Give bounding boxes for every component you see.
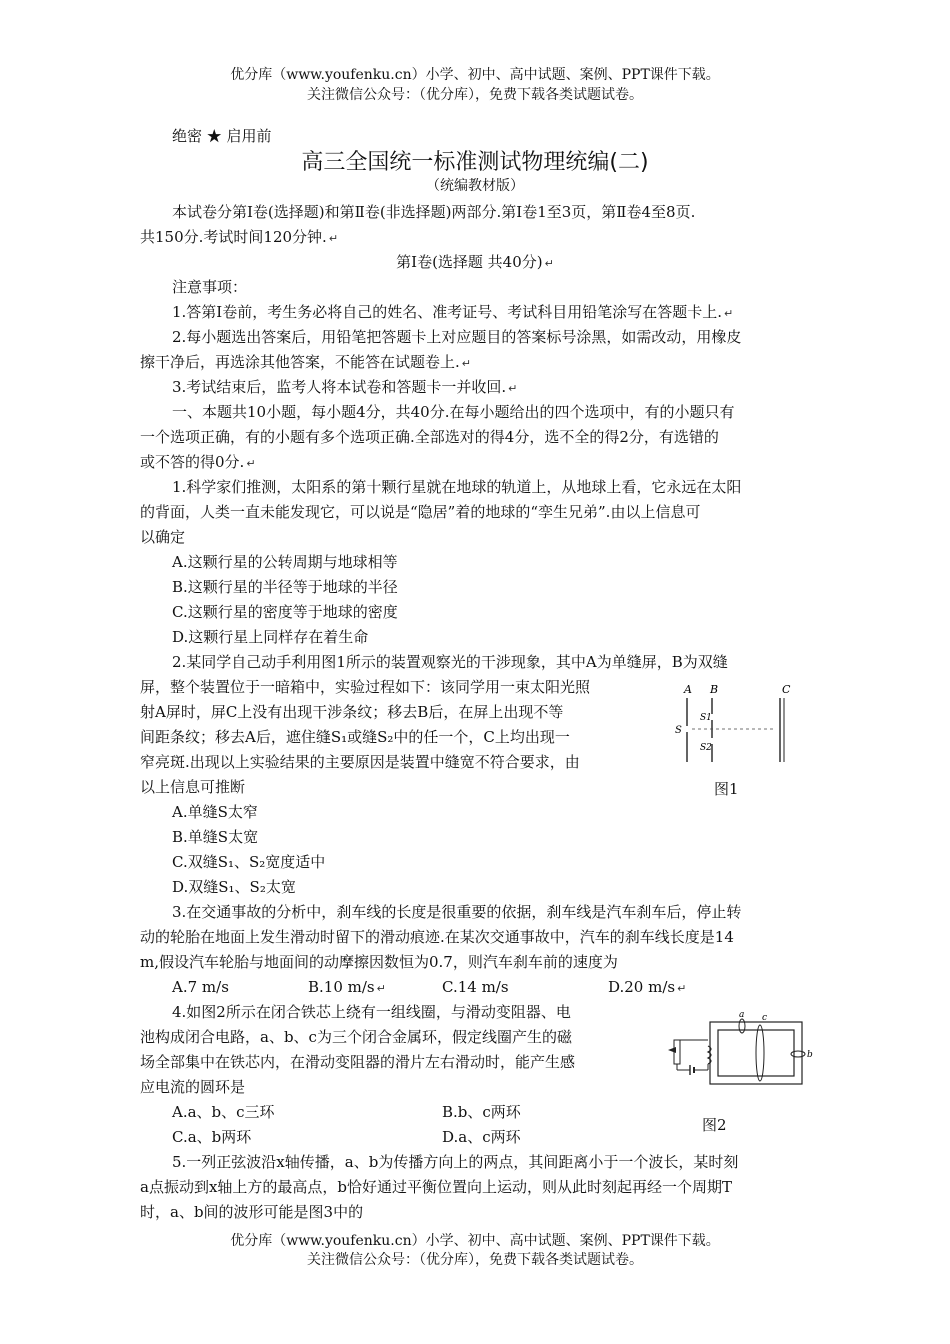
footer-line-1: 优分库（www.youfenku.cn）小学、初中、高中试题、案例、PPT课件下载。 bbox=[230, 1233, 720, 1249]
q2-line-5: 窄亮斑.出现以上实验结果的主要原因是装置中缝宽不符合要求，由 bbox=[140, 753, 580, 771]
note-3: 3.考试结束后，监考人将本试卷和答题卡一并收回. ↵ bbox=[172, 378, 518, 396]
part1-line-1: 一、本题共10小题，每小题4分，共40分.在每小题给出的四个选项中，有的小题只有 bbox=[172, 403, 735, 421]
q4-option-d: D.a、c两环 bbox=[442, 1128, 521, 1146]
intro-line-1: 本试卷分第Ⅰ卷(选择题)和第Ⅱ卷(非选择题)两部分.第Ⅰ卷1至3页，第Ⅱ卷4至8页. bbox=[172, 203, 696, 221]
q4-line-2: 池构成闭合电路，a、b、c为三个闭合金属环，假定线圈产生的磁 bbox=[140, 1028, 572, 1046]
fig2-label-c: c bbox=[762, 1013, 768, 1023]
q1-line-1: 1.科学家们推测，太阳系的第十颗行星就在地球的轨道上，从地球上看，它永远在太阳 bbox=[172, 478, 742, 496]
fig1-label-S1: S1 bbox=[700, 713, 712, 723]
fig1-label-B: B bbox=[710, 683, 719, 696]
confidential-label: 绝密 ★ 启用前 bbox=[172, 127, 272, 145]
part1-line-2: 一个选项正确，有的小题有多个选项正确.全部选对的得4分，选不全的得2分，有选错的 bbox=[140, 428, 719, 446]
q3-option-c: C.14 m/s bbox=[442, 978, 509, 996]
q2-line-3: 射A屏时，屏C上没有出现干涉条纹；移去B后，在屏上出现不等 bbox=[140, 703, 564, 721]
part1-line-3: 或不答的得0分. ↵ bbox=[140, 453, 256, 471]
q1-line-3: 以确定 bbox=[140, 528, 186, 546]
note-1: 1.答第Ⅰ卷前，考生务必将自己的姓名、准考证号、考试科目用铅笔涂写在答题卡上. ↵ bbox=[172, 303, 734, 321]
page-title: 高三全国统一标准测试物理统编(二) bbox=[301, 150, 649, 175]
header-line-1: 优分库（www.youfenku.cn）小学、初中、高中试题、案例、PPT课件下载。 bbox=[230, 67, 720, 83]
fig1-label-S: S bbox=[675, 725, 682, 736]
q3-option-d: D.20 m/s ↵ bbox=[608, 978, 687, 996]
q3-option-a: A.7 m/s bbox=[172, 978, 229, 996]
q1-option-b: B.这颗行星的半径等于地球的半径 bbox=[172, 578, 398, 596]
q2-option-c: C.双缝S₁、S₂宽度适中 bbox=[172, 853, 326, 871]
notes-heading: 注意事项： bbox=[172, 278, 248, 296]
q5-line-2: a点振动到x轴上方的最高点，b恰好通过平衡位置向上运动，则从此时刻起再经一个周期T bbox=[140, 1178, 733, 1196]
note-2-line-1: 2.每小题选出答案后，用铅笔把答题卡上对应题目的答案标号涂黑，如需改动，用橡皮 bbox=[172, 328, 742, 346]
q5-line-3: 时，a、b间的波形可能是图3中的 bbox=[140, 1203, 364, 1221]
q4-option-b: B.b、c两环 bbox=[442, 1103, 521, 1121]
header-line-2: 关注微信公众号：（优分库），免费下载各类试题试卷。 bbox=[307, 87, 643, 103]
intro-line-2: 共150分.考试时间120分钟. ↵ bbox=[140, 228, 339, 246]
paragraph-mark-icon: ↵ bbox=[544, 257, 554, 270]
q3-line-3: m,假设汽车轮胎与地面间的动摩擦因数恒为0.7，则汽车刹车前的速度为 bbox=[140, 953, 618, 971]
paragraph-mark-icon: ↵ bbox=[677, 982, 687, 995]
fig2-label-b: b bbox=[807, 1050, 813, 1060]
q4-line-1: 4.如图2所示在闭合铁芯上绕有一组线圈，与滑动变阻器、电 bbox=[172, 1003, 571, 1021]
paragraph-mark-icon: ↵ bbox=[376, 982, 386, 995]
fig2-label-a: a bbox=[739, 1010, 745, 1020]
q4-line-4: 应电流的圆环是 bbox=[140, 1078, 246, 1096]
fig1-label-A: A bbox=[684, 683, 692, 696]
q2-line-4: 间距条纹；移去A后，遮住缝S₁或缝S₂中的任一个，C上均出现一 bbox=[140, 728, 570, 746]
paragraph-mark-icon: ↵ bbox=[328, 232, 339, 245]
figure-1-double-slit-diagram bbox=[672, 680, 802, 770]
section-heading: 第Ⅰ卷(选择题 共40分) ↵ bbox=[396, 253, 554, 271]
note-2-line-2: 擦干净后，再选涂其他答案，不能答在试题卷上. ↵ bbox=[140, 353, 471, 371]
fig1-label-S2: S2 bbox=[700, 743, 712, 753]
q1-option-a: A.这颗行星的公转周期与地球相等 bbox=[172, 553, 398, 571]
q3-line-2: 动的轮胎在地面上发生滑动时留下的滑动痕迹.在某次交通事故中，汽车的刹车线长度是14 bbox=[140, 928, 734, 946]
q2-line-6: 以上信息可推断 bbox=[140, 778, 246, 796]
q4-option-c: C.a、b两环 bbox=[172, 1128, 252, 1146]
q2-line-1: 2.某同学自己动手利用图1所示的装置观察光的干涉现象，其中A为单缝屏，B为双缝 bbox=[172, 653, 728, 671]
q3-option-b: B.10 m/s ↵ bbox=[308, 978, 386, 996]
paragraph-mark-icon: ↵ bbox=[724, 307, 734, 320]
paragraph-mark-icon: ↵ bbox=[246, 457, 256, 470]
q2-line-2: 屏，整个装置位于一暗箱中，实验过程如下：该同学用一束太阳光照 bbox=[140, 678, 591, 696]
q2-option-b: B.单缝S太宽 bbox=[172, 828, 259, 846]
q3-line-1: 3.在交通事故的分析中，刹车线的长度是很重要的依据，刹车线是汽车刹车后，停止转 bbox=[172, 903, 742, 921]
figure-1-caption: 图1 bbox=[714, 780, 739, 798]
q2-option-a: A.单缝S太窄 bbox=[172, 803, 258, 821]
q5-line-1: 5.一列正弦波沿x轴传播，a、b为传播方向上的两点，其间距离小于一个波长，某时刻 bbox=[172, 1153, 739, 1171]
figure-2-iron-core-diagram bbox=[664, 1010, 814, 1094]
page-subtitle: （统编教材版） bbox=[426, 178, 524, 194]
figure-2-caption: 图2 bbox=[702, 1116, 727, 1134]
q2-option-d: D.双缝S₁、S₂太宽 bbox=[172, 878, 296, 896]
q4-option-a: A.a、b、c三环 bbox=[172, 1103, 275, 1121]
fig1-label-C: C bbox=[782, 683, 791, 696]
q4-line-3: 场全部集中在铁芯内，在滑动变阻器的滑片左右滑动时，能产生感 bbox=[140, 1053, 576, 1071]
q1-option-c: C.这颗行星的密度等于地球的密度 bbox=[172, 603, 398, 621]
footer-line-2: 关注微信公众号：（优分库），免费下载各类试题试卷。 bbox=[307, 1252, 643, 1268]
paragraph-mark-icon: ↵ bbox=[461, 357, 471, 370]
q1-line-2: 的背面，人类一直未能发现它，可以说是“隐居”着的地球的“孪生兄弟”.由以上信息可 bbox=[140, 503, 701, 521]
paragraph-mark-icon: ↵ bbox=[508, 382, 518, 395]
q1-option-d: D.这颗行星上同样存在着生命 bbox=[172, 628, 369, 646]
